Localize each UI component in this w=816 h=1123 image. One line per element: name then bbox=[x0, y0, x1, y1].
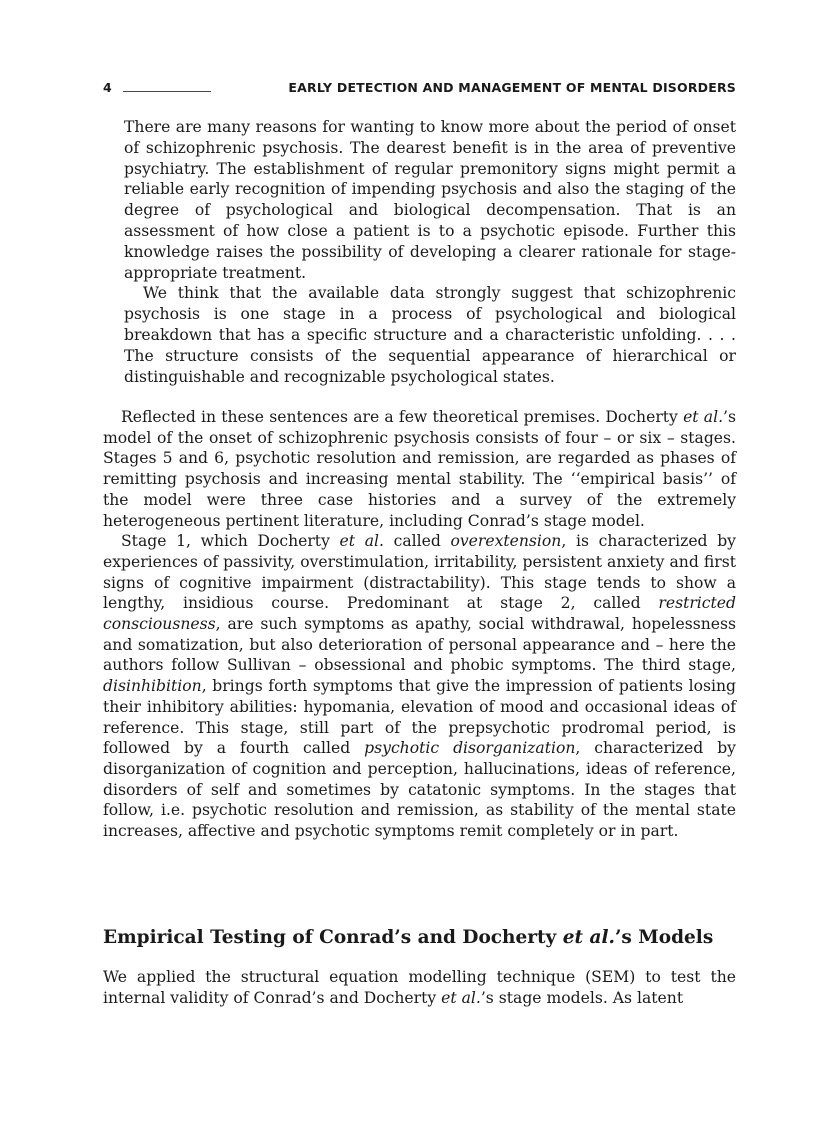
italic-term-disinhibition: disinhibition bbox=[103, 677, 202, 696]
body-paragraph-2 bbox=[103, 531, 736, 842]
text-run: , are such symptoms as apathy, social withdrawal, hopelessness and somatization, but also deterioration of personal appearance and – here the authors follow Sullivan – obsessional and phobic symptoms. The third stage, bbox=[103, 615, 736, 675]
text-run: ’s stage models. As latent bbox=[480, 988, 684, 1007]
heading-text: ’s Models bbox=[614, 927, 714, 948]
text-run: ’s model of the onset of schizophrenic psychosis consists of four – or six – stages. Stages 5 and 6, psychotic resolution and remission, are regarded as phases of remitting psychosis and increasing mental stability. The ‘‘empirical basis’’ of the model were three case histories and a survey of the extremely heterogeneous pertinent literature, including Conrad’s stage model. bbox=[103, 408, 736, 530]
heading-text: Empirical Testing of Conrad’s and Docherty bbox=[103, 927, 563, 948]
text-run: , brings forth symptoms that give the impression of patients losing their inhibitory abilities: hypomania, elevation of mood and occasional ideas of reference. This stage, still part of the prepsychotic prodromal period, is followed by a fourth called bbox=[103, 677, 736, 758]
section-body bbox=[103, 967, 736, 1009]
italic-term-restricted-consciousness: restricted consciousness bbox=[103, 594, 736, 634]
body-paragraph-1 bbox=[103, 407, 736, 531]
section-paragraph-1 bbox=[103, 967, 736, 1009]
text-run: called bbox=[383, 532, 451, 551]
italic-et-al: et al. bbox=[683, 408, 724, 426]
page-number: 4 bbox=[103, 80, 112, 95]
heading-italic-et-al: et al. bbox=[562, 927, 615, 948]
running-title: EARLY DETECTION AND MANAGEMENT OF MENTAL DISORDERS bbox=[288, 80, 736, 95]
running-header bbox=[103, 80, 736, 98]
text-run: , is characterized by experiences of passivity, overstimulation, irritability, persistent anxiety and first signs of cognitive impairment (distractability). This stage tends to show a lengthy, insidious course. Predominant at stage 2, called bbox=[103, 532, 736, 613]
italic-term-overextension: overextension bbox=[450, 532, 562, 551]
block-quote bbox=[124, 117, 736, 387]
body-text bbox=[103, 407, 736, 842]
text-run: We applied the structural equation modelling technique (SEM) to test the internal validity of Conrad’s and Docherty bbox=[103, 968, 736, 1007]
italic-et-al: et al. bbox=[441, 988, 481, 1007]
quote-paragraph-1: There are many reasons for wanting to know more about the period of onset of schizophrenic psychosis. The dearest benefit is in the area of preventive psychiatry. The establishment of regular premonitory signs might permit a reliable early recognition of impending psychosis and also the staging of the degree of psychological and biological decompensation. That is an assessment of how close a patient is to a psychotic episode. Further this knowledge raises the possibility of developing a clearer rationale for stage-appropriate treatment. bbox=[124, 118, 736, 282]
text-run: Reflected in these sentences are a few theoretical premises. Docherty bbox=[121, 408, 684, 426]
text-run: Stage 1, which Docherty bbox=[121, 532, 340, 551]
italic-et-al: et al. bbox=[339, 532, 384, 551]
section-heading bbox=[103, 925, 736, 951]
quote-paragraph-2: We think that the available data strongly suggest that schizophrenic psychosis is one stage in a process of psychological and biological breakdown that has a specific structure and a characteristic unfolding. . . . The structure consists of the sequential appearance of hierarchical or distinguishable and recognizable psychological states. bbox=[124, 284, 736, 386]
header-rule bbox=[123, 91, 211, 92]
text-run: , characterized by disorganization of cognition and perception, hallucinations, ideas of reference, disorders of self and sometimes by catatonic symptoms. In the stages that follow, i.e. psychotic resolution and remission, as stability of the mental state increases, affective and psychotic symptoms remit completely or in part. bbox=[103, 739, 736, 841]
italic-term-psychotic-disorganization: psychotic disorganization bbox=[364, 739, 576, 758]
